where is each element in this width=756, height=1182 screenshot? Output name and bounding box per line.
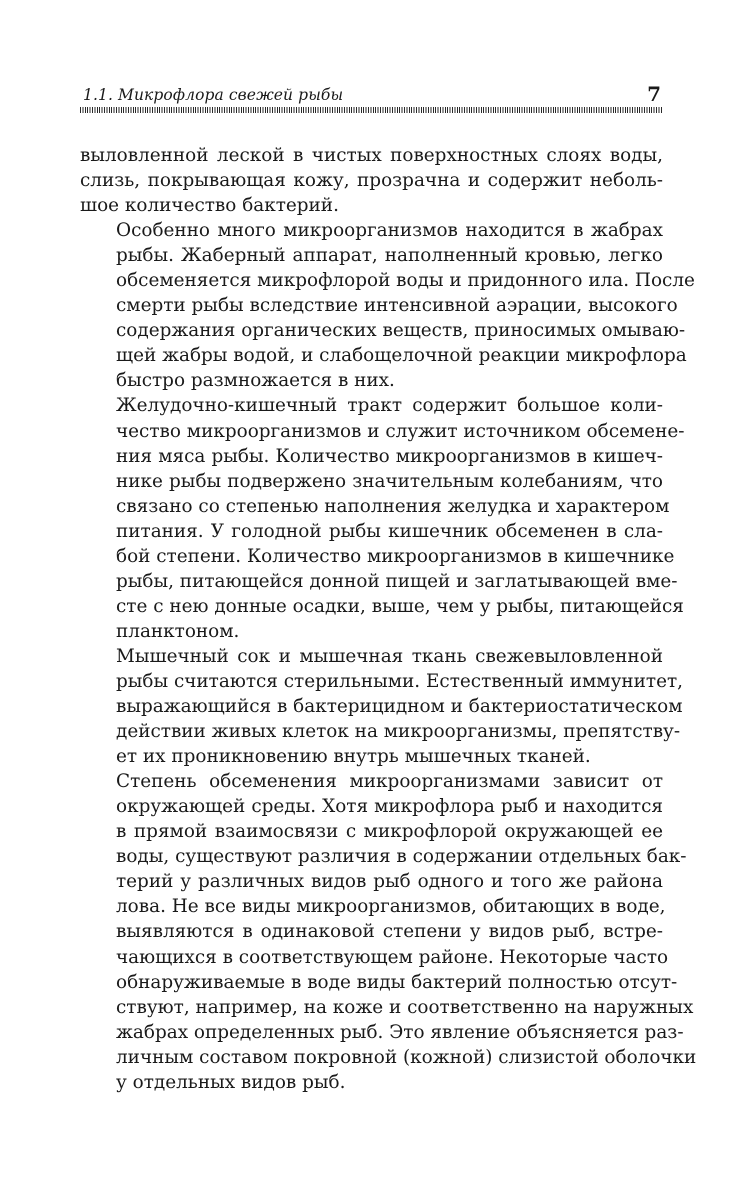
paragraph [80,393,685,643]
text-line: личным составом покровной (кожной) слизистой оболочки [116,1046,697,1068]
text-line: смерти рыбы вследствие интенсивной аэрации, высокого [116,295,678,317]
text-line: воды, существуют различия в содержании отдельных бак- [116,846,687,868]
paragraph [80,143,663,218]
text-line: терий у различных видов рыб одного и того же района [116,871,663,893]
text-line: выявляются в одинаковой степени у видов рыб, встре- [116,921,663,943]
text-line: Желудочно-кишечный тракт содержит большое коли- [116,395,663,417]
text-line: рыбы считаются стерильными. Естественный иммунитет, [116,670,684,692]
text-line: Особенно много микроорганизмов находится в жабрах [116,220,663,242]
text-line: рыбы, питающейся донной пищей и заглатывающей вме- [116,570,678,592]
text-line: обсеменяется микрофлорой воды и придонного ила. После [116,270,695,292]
text-line: ет их проникновению внутрь мышечных тканей. [116,746,591,768]
book-page [80,78,697,1095]
text-line: ствуют, например, на коже и соответственно на наружных [116,996,694,1018]
text-line: Степень обсеменения микроорганизмами зависит от [116,771,663,793]
page-number: 7 [647,82,661,106]
text-line: нике рыбы подвержено значительным колебаниям, что [116,470,663,492]
text-line: планктоном. [116,620,240,642]
section-title: 1.1. Микрофлора свежей рыбы [83,86,344,104]
text-line: рыбы. Жаберный аппарат, наполненный кровью, легко [116,245,663,267]
text-line: в прямой взаимосвязи с микрофлорой окружающей ее [116,821,663,843]
text-line: лова. Не все виды микроорганизмов, обитающих в воде, [116,896,666,918]
paragraph [80,644,684,769]
text-line: обнаруживаемые в воде виды бактерий полностью отсут- [116,971,678,993]
text-line: ния мяса рыбы. Количество микроорганизмов в кишеч- [116,445,663,467]
body-text [80,143,697,1095]
text-line: жабрах определенных рыб. Это явление объясняется раз- [116,1021,684,1043]
text-line: питания. У голодной рыбы кишечник обсеменен в сла- [116,520,663,542]
text-line: у отдельных видов рыб. [116,1071,346,1093]
header-rule [80,107,663,113]
text-line: Мышечный сок и мышечная ткань свежевыловленной [116,645,663,667]
text-line: слизь, покрывающая кожу, прозрачна и содержит неболь- [80,170,663,192]
text-line: выловленной леской в чистых поверхностных слоях воды, [80,145,663,166]
text-line: сте с нею донные осадки, выше, чем у рыбы, питающейся [116,595,684,617]
text-line: связано со степенью наполнения желудка и характером [116,495,670,517]
text-line: содержания органических веществ, приносимых омываю- [116,320,686,342]
text-line: чество микроорганизмов и служит источником обсемене- [116,420,685,442]
text-line: бой степени. Количество микроорганизмов в кишечнике [116,545,675,567]
running-header [80,78,663,104]
text-line: шое количество бактерий. [80,195,339,217]
text-line: щей жабры водой, и слабощелочной реакции микрофлора [116,345,687,367]
text-line: выражающийся в бактерицидном и бактериостатическом [116,696,683,718]
paragraph [80,769,697,1095]
text-line: чающихся в соответствующем районе. Некоторые часто [116,946,669,968]
paragraph [80,218,695,393]
text-line: действии живых клеток на микроорганизмы, препятству- [116,721,681,743]
text-line: окружающей среды. Хотя микрофлора рыб и находится [116,796,663,818]
text-line: быстро размножается в них. [116,370,395,392]
